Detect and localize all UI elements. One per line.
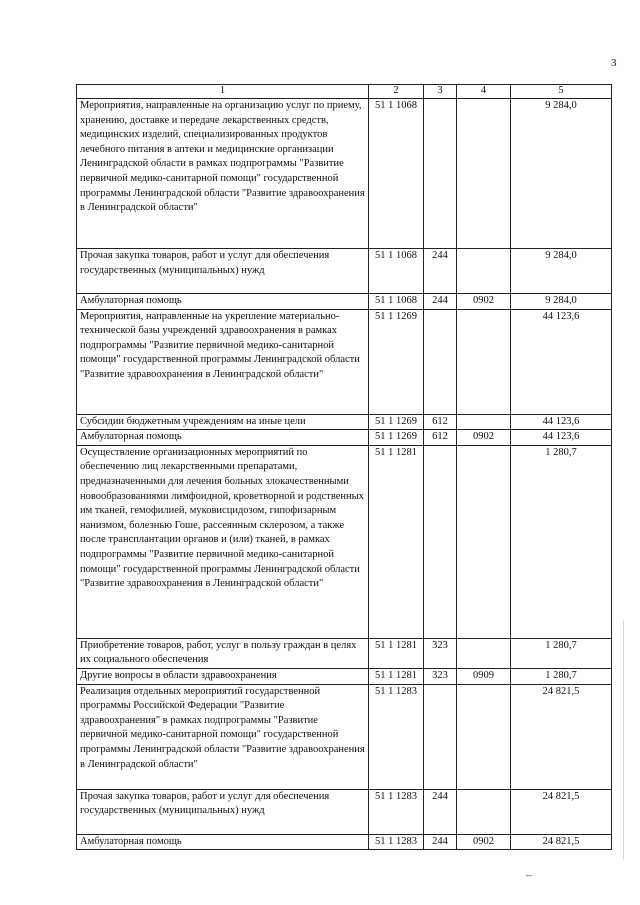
- row-target-code: 51 1 1283: [369, 684, 424, 789]
- row-description: Приобретение товаров, работ, услуг в пользу граждан в целях их социального обеспечения: [77, 638, 369, 668]
- row-amount: 44 123,6: [511, 414, 612, 430]
- row-section-code: 0902: [457, 294, 511, 310]
- row-target-code: 51 1 1269: [369, 430, 424, 446]
- header-col-2: 2: [369, 85, 424, 99]
- row-section-code: [457, 684, 511, 789]
- row-description: Мероприятия, направленные на организацию услуг по приему, хранению, доставке и передаче лекарственных средств, медицинских изделий, специализированных продуктов лечебного питания в аптеки и медицинские организации Ленинградской области в рамках подпрограммы "Развитие первичной медико-санитарной помощи" государственной программы Ленинградской области "Развитие здравоохранения в Ленинградской области": [77, 99, 369, 249]
- row-section-code: [457, 99, 511, 249]
- scan-artifact-line: [623, 620, 624, 860]
- row-description: Амбулаторная помощь: [77, 834, 369, 850]
- row-target-code: 51 1 1269: [369, 309, 424, 414]
- row-section-code: 0902: [457, 430, 511, 446]
- row-description: Мероприятия, направленные на укрепление материально-технической базы учреждений здравоохранения в рамках подпрограммы "Развитие первичной медико-санитарной помощи" государственной программы Ленинградской области "Развитие здравоохранения в Ленинградской области": [77, 309, 369, 414]
- table-row: [77, 834, 612, 850]
- row-expense-type: 244: [424, 294, 457, 310]
- row-amount: 9 284,0: [511, 99, 612, 249]
- row-amount: 24 821,5: [511, 684, 612, 789]
- header-col-1: 1: [77, 85, 369, 99]
- row-amount: 1 280,7: [511, 638, 612, 668]
- header-col-5: 5: [511, 85, 612, 99]
- header-col-3: 3: [424, 85, 457, 99]
- row-section-code: 0902: [457, 834, 511, 850]
- row-expense-type: [424, 309, 457, 414]
- row-section-code: [457, 249, 511, 294]
- row-description: Амбулаторная помощь: [77, 430, 369, 446]
- table-row: [77, 294, 612, 310]
- budget-table: [76, 84, 612, 850]
- row-target-code: 51 1 1281: [369, 638, 424, 668]
- row-section-code: [457, 445, 511, 638]
- row-expense-type: [424, 684, 457, 789]
- page-number: 3: [611, 57, 617, 69]
- table-row: [77, 249, 612, 294]
- row-target-code: 51 1 1068: [369, 99, 424, 249]
- footer-mark: --: [526, 870, 532, 880]
- table-row: [77, 668, 612, 684]
- row-description: Другие вопросы в области здравоохранения: [77, 668, 369, 684]
- row-expense-type: 612: [424, 414, 457, 430]
- table-row: [77, 445, 612, 638]
- row-target-code: 51 1 1281: [369, 668, 424, 684]
- row-target-code: 51 1 1283: [369, 789, 424, 834]
- table-row: [77, 99, 612, 249]
- row-expense-type: 612: [424, 430, 457, 446]
- row-target-code: 51 1 1068: [369, 294, 424, 310]
- row-section-code: [457, 414, 511, 430]
- row-amount: 9 284,0: [511, 294, 612, 310]
- table-row: [77, 789, 612, 834]
- row-expense-type: 244: [424, 249, 457, 294]
- row-description: Амбулаторная помощь: [77, 294, 369, 310]
- table-row: [77, 430, 612, 446]
- row-target-code: 51 1 1281: [369, 445, 424, 638]
- row-expense-type: 323: [424, 638, 457, 668]
- row-amount: 9 284,0: [511, 249, 612, 294]
- row-amount: 24 821,5: [511, 789, 612, 834]
- header-row: [77, 85, 612, 99]
- header-col-4: 4: [457, 85, 511, 99]
- row-target-code: 51 1 1283: [369, 834, 424, 850]
- row-amount: 24 821,5: [511, 834, 612, 850]
- row-description: Прочая закупка товаров, работ и услуг для обеспечения государственных (муниципальных) нужд: [77, 789, 369, 834]
- row-amount: 44 123,6: [511, 309, 612, 414]
- table-row: [77, 414, 612, 430]
- table-row: [77, 684, 612, 789]
- row-expense-type: 244: [424, 789, 457, 834]
- row-section-code: [457, 309, 511, 414]
- row-target-code: 51 1 1269: [369, 414, 424, 430]
- row-description: Реализация отдельных мероприятий государственной программы Российской Федерации "Развитие здравоохранения" в рамках подпрограммы "Развитие первичной медико-санитарной помощи" государственной программы Ленинградской области "Развитие здравоохранения в Ленинградской области": [77, 684, 369, 789]
- row-section-code: 0909: [457, 668, 511, 684]
- row-section-code: [457, 789, 511, 834]
- row-target-code: 51 1 1068: [369, 249, 424, 294]
- row-description: Прочая закупка товаров, работ и услуг для обеспечения государственных (муниципальных) нужд: [77, 249, 369, 294]
- row-description: Субсидии бюджетным учреждениям на иные цели: [77, 414, 369, 430]
- table-row: [77, 638, 612, 668]
- row-amount: 44 123,6: [511, 430, 612, 446]
- row-expense-type: 244: [424, 834, 457, 850]
- row-expense-type: [424, 445, 457, 638]
- table-row: [77, 309, 612, 414]
- row-expense-type: [424, 99, 457, 249]
- row-section-code: [457, 638, 511, 668]
- row-amount: 1 280,7: [511, 668, 612, 684]
- row-description: Осуществление организационных мероприятий по обеспечению лиц лекарственными препаратами, предназначенными для лечения больных злокачественными новообразованиями лимфоидной, кроветворной и родственных им тканей, гемофилией, муковисцидозом, гипофизарным нанизмом, болезнью Гоше, рассеянным склерозом, а также после трансплантации органов и (или) тканей, в рамках подпрограммы "Развитие первичной медико-санитарной помощи" государственной программы Ленинградской области "Развитие здравоохранения в Ленинградской области": [77, 445, 369, 638]
- row-expense-type: 323: [424, 668, 457, 684]
- row-amount: 1 280,7: [511, 445, 612, 638]
